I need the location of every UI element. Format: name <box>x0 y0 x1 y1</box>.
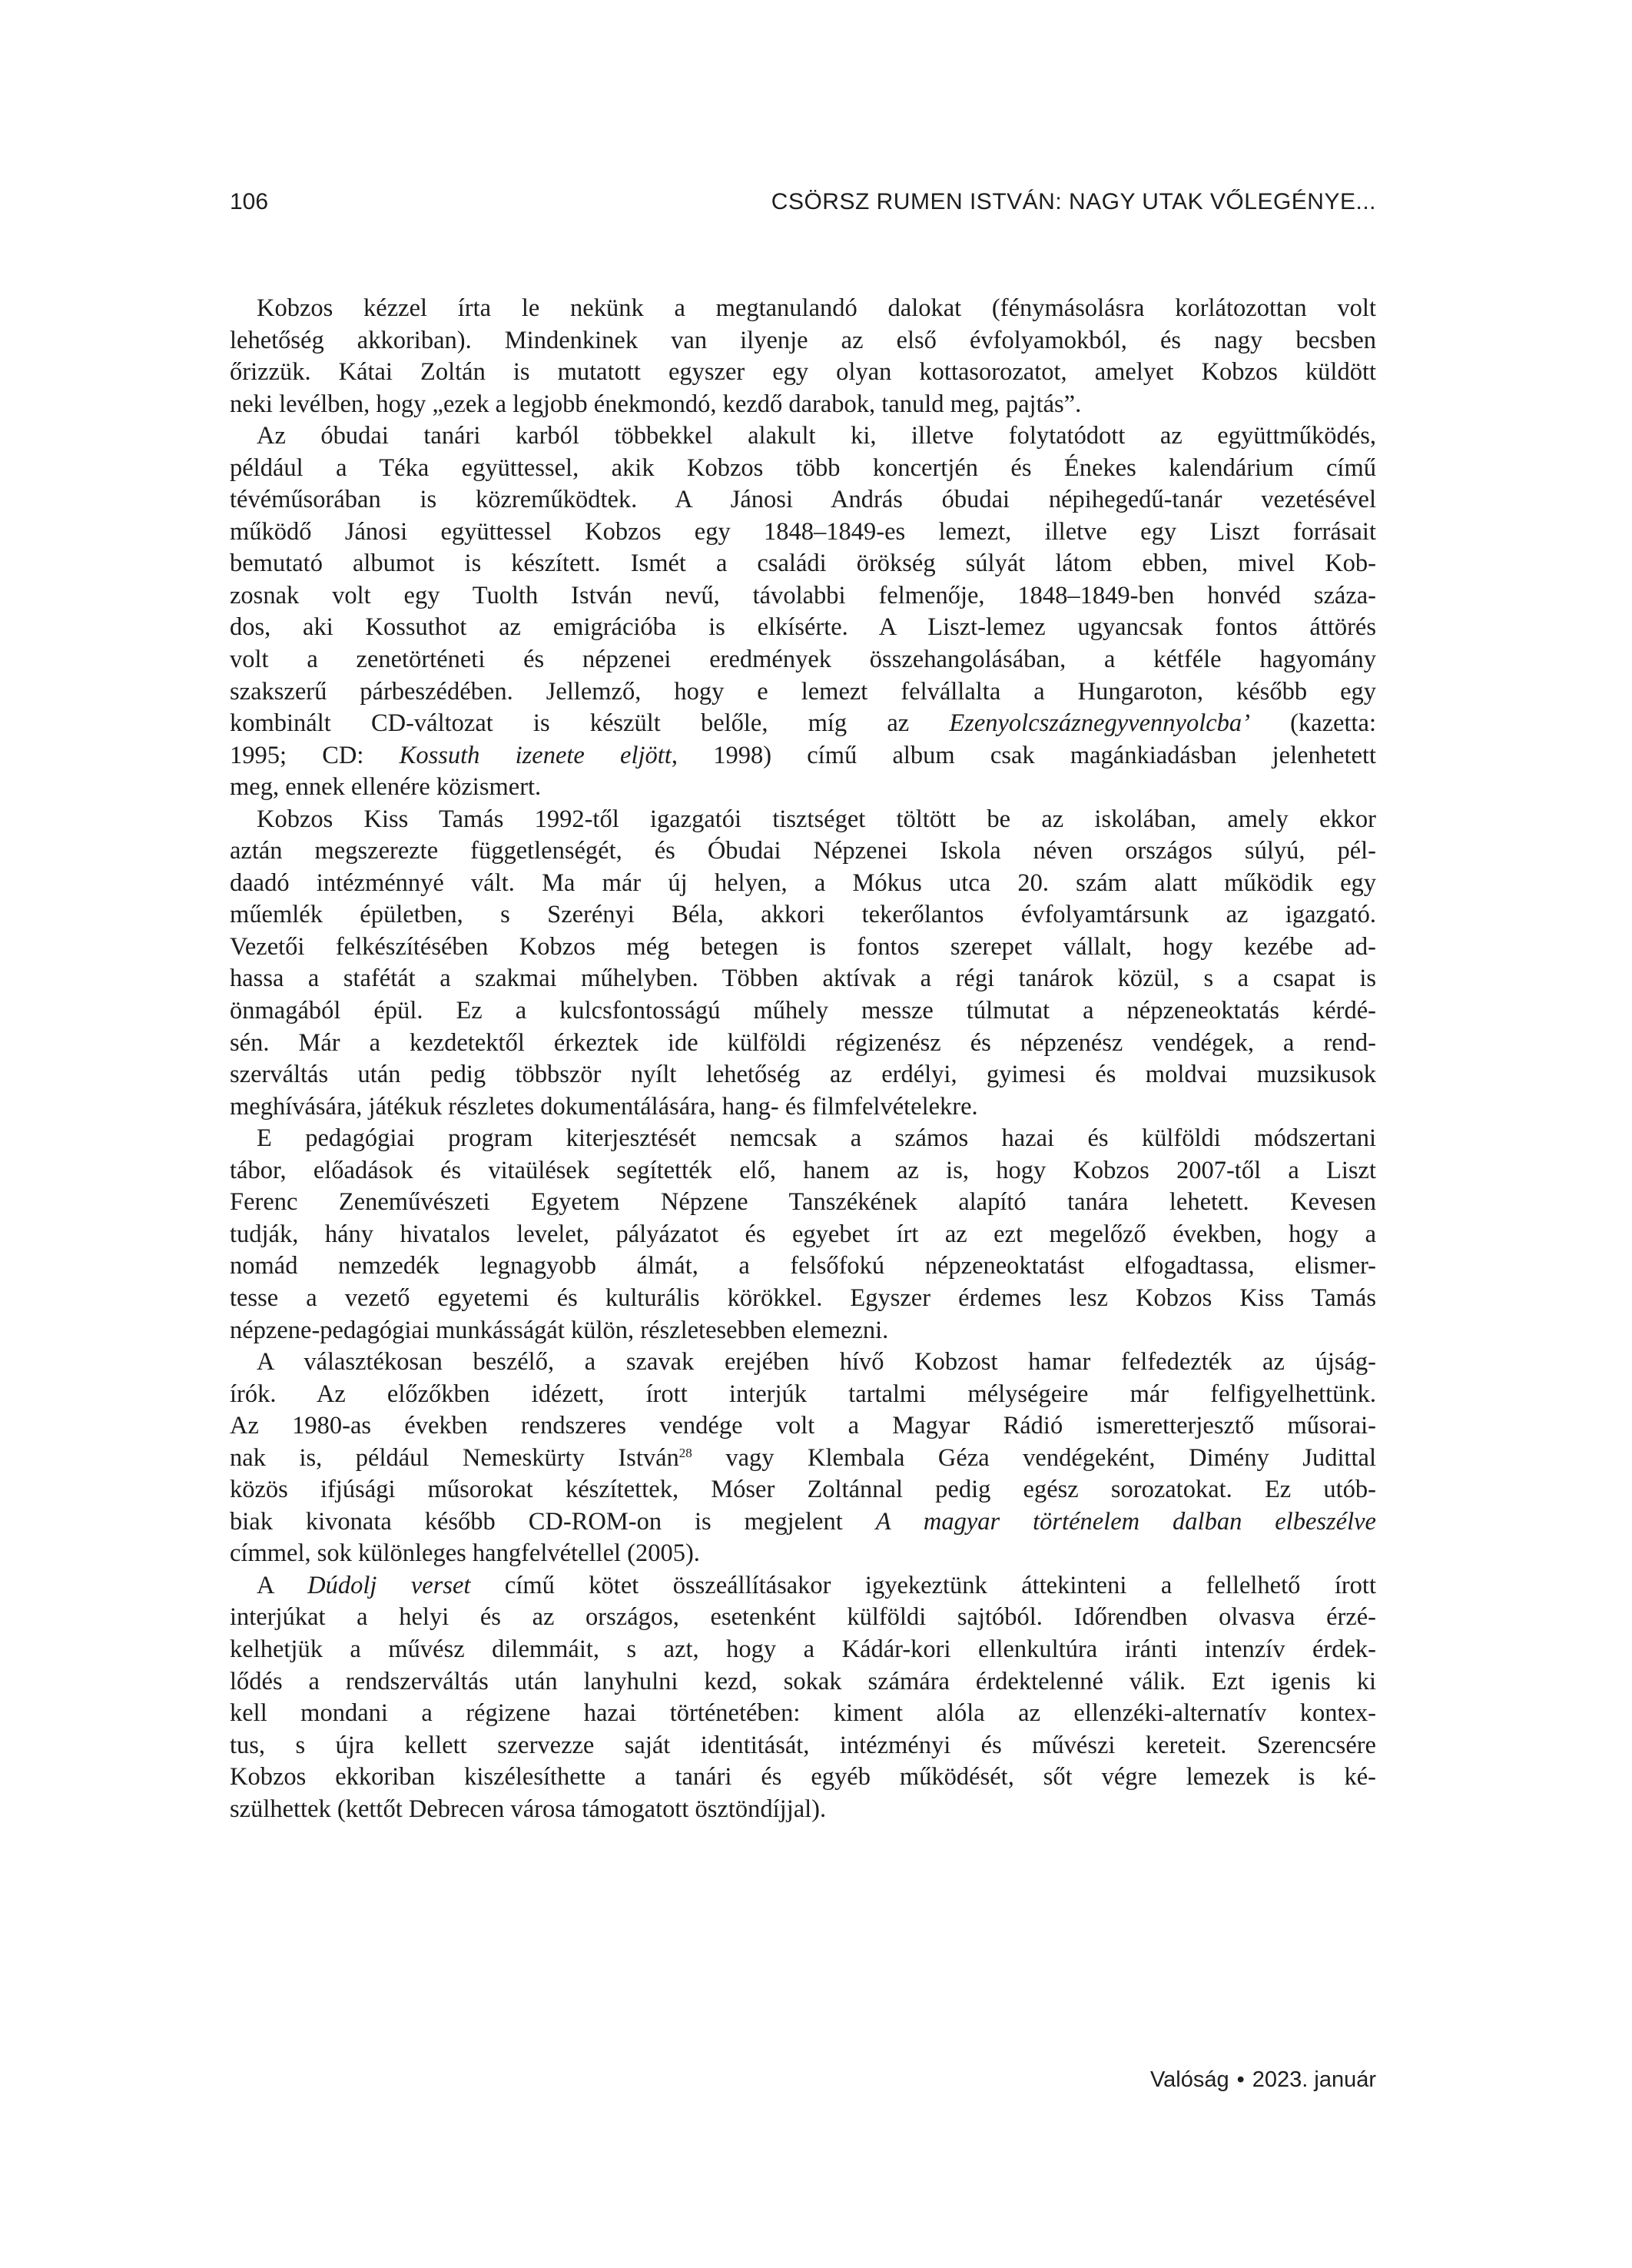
text-line <box>230 1059 1376 1091</box>
text-run: szülhettek (kettőt Debrecen városa támogatott ösztöndíjjal). <box>230 1795 827 1823</box>
text-line <box>230 1474 1376 1506</box>
text-line <box>230 676 1376 709</box>
text-line <box>230 357 1376 389</box>
text-run: A <box>257 1571 308 1599</box>
text-line <box>230 1091 1376 1124</box>
text-line <box>230 516 1376 549</box>
paragraph <box>230 1123 1376 1347</box>
text-run: például a Téka együttessel, akik Kobzos több koncertjén és Énekes kalendárium című <box>230 453 1376 482</box>
text-line <box>230 1698 1376 1730</box>
text-run: E pedagógiai program kiterjesztését nemcsak a számos hazai és külföldi módszertani <box>257 1124 1376 1153</box>
text-line <box>230 1219 1376 1251</box>
text-run: A választékosan beszélő, a szavak erejében hívő Kobzost hamar felfedezték az újság- <box>257 1348 1376 1376</box>
text-line <box>230 1283 1376 1315</box>
text-line <box>230 868 1376 900</box>
text-run: Az 1980-as években rendszeres vendége volt a Magyar Rádió ismeretterjesztő műsorai- <box>230 1412 1376 1440</box>
text-line <box>230 835 1376 868</box>
text-run: sén. Már a kezdetektől érkeztek ide külföldi régizenész és népzenész vendégek, a rend- <box>230 1028 1376 1057</box>
text-line <box>230 772 1376 804</box>
text-line <box>230 293 1376 325</box>
text-line <box>230 1028 1376 1060</box>
text-line <box>230 740 1376 772</box>
italic-title: Kossuth izenete eljött <box>399 741 672 769</box>
text-run: kombinált CD-változat is készült belőle, míg az <box>230 709 950 738</box>
text-line <box>230 708 1376 740</box>
text-line <box>230 1187 1376 1219</box>
text-line <box>230 453 1376 485</box>
journal-name: Valóság <box>1149 2067 1229 2092</box>
text-run: közös ifjúsági műsorokat készítettek, Móser Zoltánnal pedig egész sorozatokat. Ez utób- <box>230 1476 1376 1504</box>
text-run: dos, aki Kossuthot az emigrációba is elkísérte. A Liszt-lemez ugyancsak fontos áttörés <box>230 613 1376 642</box>
text-line <box>230 1666 1376 1699</box>
text-run: írók. Az előzőkben idézett, írott interjúk tartalmi mélységeire már felfigyelhettünk. <box>230 1380 1376 1408</box>
text-run: bemutató albumot is készített. Ismét a családi örökség súlyát látom ebben, mivel Kob- <box>230 550 1376 578</box>
text-line <box>230 1730 1376 1762</box>
text-run: (kazetta: <box>1249 709 1376 738</box>
text-line <box>230 1123 1376 1155</box>
text-run: 1995; CD: <box>230 741 400 769</box>
text-run: műemlék épületben, s Szerényi Béla, akkori tekerőlantos évfolyamtársunk az igazgató. <box>230 901 1376 929</box>
running-header <box>230 187 1376 218</box>
paragraph <box>230 1347 1376 1570</box>
text-run: nomád nemzedék legnagyobb álmát, a felsőfokú népzeneoktatást elfogadtassa, elismer- <box>230 1252 1376 1280</box>
text-run: hassa a stafétát a szakmai műhelyben. Többen aktívak a régi tanárok közül, s a csapat is <box>230 965 1376 993</box>
text-run: aztán megszerezte függetlenségét, és Óbudai Népzenei Iskola néven országos súlyú, pél- <box>230 837 1376 865</box>
text-line <box>230 1379 1376 1411</box>
text-run: működő Jánosi együttessel Kobzos egy 1848–1849-es lemezt, illetve egy Liszt forrásait <box>230 517 1376 546</box>
text-run: lehetőség akkoriban). Mindenkinek van ilyenje az első évfolyamokból, és nagy becsben <box>230 326 1376 354</box>
text-run: volt a zenetörténeti és népzenei eredmények összehangolásában, a kétféle hagyomány <box>230 646 1376 674</box>
text-run: Vezetői felkészítésében Kobzos még betegen is fontos szerepet vállalt, hogy kezébe ad- <box>230 932 1376 961</box>
text-run: lődés a rendszerváltás után lanyhulni kezd, sokak számára érdektelenné válik. Ezt igenis ki <box>230 1667 1376 1695</box>
text-run: Az óbudai tanári karból többekkel alakult ki, illetve folytatódott az együttműködés, <box>257 422 1376 450</box>
text-line <box>230 644 1376 676</box>
text-run: szakszerű párbeszédében. Jellemző, hogy e lemezt felvállalta a Hungaroton, később egy <box>230 677 1376 706</box>
text-run: tudják, hány hivatalos levelet, pályázatot és egyebet írt az ezt megelőző években, hogy a <box>230 1220 1376 1248</box>
issue-date: 2023. január <box>1252 2067 1376 2092</box>
text-run: tábor, előadások és vitaülések segítették elő, hanem az is, hogy Kobzos 2007-től a Liszt <box>230 1156 1376 1184</box>
text-line <box>230 1250 1376 1283</box>
text-run: népzene-pedagógiai munkásságát külön, részletesebben elemezni. <box>230 1316 889 1344</box>
italic-title: Dúdolj verset <box>307 1571 471 1599</box>
text-run: meghívására, játékuk részletes dokumentálására, hang- és filmfelvételekre. <box>230 1092 978 1121</box>
text-line <box>230 580 1376 613</box>
text-run: tesse a vezető egyetemi és kulturális körökkel. Egyszer érdemes lesz Kobzos Kiss Tamás <box>230 1283 1376 1312</box>
text-run: vagy Klembala Géza vendégeként, Dimény Judittal <box>692 1443 1376 1472</box>
paragraph <box>230 420 1376 804</box>
text-line <box>230 420 1376 453</box>
text-line <box>230 1794 1376 1826</box>
text-run: daadó intézménnyé vált. Ma már új helyen, a Mókus utca 20. szám alatt működik egy <box>230 868 1376 897</box>
text-line <box>230 1443 1376 1475</box>
text-run: , 1998) című album csak magánkiadásban jelenhetett <box>671 741 1376 769</box>
text-line <box>230 1347 1376 1379</box>
text-run: interjúkat a helyi és az országos, esetenként külföldi sajtóból. Időrendben olvasva érzé- <box>230 1603 1376 1632</box>
paragraph <box>230 1570 1376 1825</box>
paragraph <box>230 804 1376 1123</box>
text-line <box>230 548 1376 580</box>
text-run: őrizzük. Kátai Zoltán is mutatott egyszer egy olyan kottasorozatot, amelyet Kobzos küldött <box>230 358 1376 387</box>
running-title: CSÖRSZ RUMEN ISTVÁN: NAGY UTAK VŐLEGÉNYE... <box>771 189 1376 214</box>
text-run: biak kivonata később CD-ROM-on is megjelent <box>230 1507 876 1536</box>
footnote-ref: 28 <box>678 1445 692 1460</box>
text-line <box>230 963 1376 995</box>
text-line <box>230 931 1376 964</box>
text-run: önmagából épül. Ez a kulcsfontosságú műhely messze túlmutat a népzeneoktatás kérdé- <box>230 997 1376 1025</box>
page-footer <box>1150 2064 1376 2095</box>
italic-title: A magyar történelem dalban elbeszélve <box>875 1507 1376 1536</box>
text-run: kelhetjük a művész dilemmáit, s azt, hogy a Kádár-kori ellenkultúra iránti intenzív érdek- <box>230 1635 1376 1663</box>
text-line <box>230 1602 1376 1634</box>
text-line <box>230 484 1376 516</box>
text-run: Kobzos ekkoriban kiszélesíthette a tanári és egyéb működését, sőt végre lemezek is ké- <box>230 1763 1376 1791</box>
text-line <box>230 1155 1376 1187</box>
text-run: zosnak volt egy Tuolth István nevű, távolabbi felmenője, 1848–1849-ben honvéd száza- <box>230 581 1376 609</box>
text-run: tévéműsorában is közreműködtek. A Jánosi András óbudai népihegedű-tanár vezetésével <box>230 486 1376 514</box>
text-run: Kobzos Kiss Tamás 1992-től igazgatói tisztséget töltött be az iskolában, amely ekkor <box>257 805 1376 833</box>
article-body <box>230 293 1376 1825</box>
bullet-separator: • <box>1236 2067 1245 2092</box>
text-run: Ferenc Zeneművészeti Egyetem Népzene Tanszékének alapító tanára lehetett. Kevesen <box>230 1188 1376 1217</box>
text-line <box>230 1315 1376 1347</box>
text-run: szerváltás után pedig többször nyílt lehetőség az erdélyi, gyimesi és moldvai muzsikusok <box>230 1061 1376 1089</box>
italic-title: Ezenyolcszáznegyvennyolcba’ <box>949 709 1250 738</box>
text-line <box>230 804 1376 836</box>
text-run: kell mondani a régizene hazai történetében: kiment alóla az ellenzéki-alternatív kontex- <box>230 1699 1376 1728</box>
text-line <box>230 1410 1376 1443</box>
text-line <box>230 389 1376 421</box>
text-line <box>230 325 1376 357</box>
text-run: meg, ennek ellenére közismert. <box>230 773 542 802</box>
text-line <box>230 899 1376 931</box>
text-run: című kötet összeállításakor igyekeztünk áttekinteni a fellelhető írott <box>470 1571 1376 1599</box>
text-run: tus, s újra kellett szervezze saját identitását, intézményi és művészi kereteit. Szerencsére <box>230 1731 1376 1759</box>
text-line <box>230 612 1376 644</box>
text-line <box>230 995 1376 1028</box>
text-line <box>230 1634 1376 1666</box>
text-line <box>230 1538 1376 1570</box>
paragraph <box>230 293 1376 420</box>
text-line <box>230 1762 1376 1794</box>
text-run: címmel, sok különleges hangfelvétellel (2005). <box>230 1539 700 1568</box>
text-run: nak is, például Nemeskürty István <box>230 1443 679 1472</box>
text-line <box>230 1570 1376 1602</box>
page-number: 106 <box>230 189 269 214</box>
text-run: Kobzos kézzel írta le nekünk a megtanulandó dalokat (fénymásolásra korlátozottan volt <box>257 294 1376 322</box>
text-run: neki levélben, hogy „ezek a legjobb énekmondó, kezdő darabok, tanuld meg, pajtás”. <box>230 390 1082 418</box>
text-line <box>230 1506 1376 1539</box>
